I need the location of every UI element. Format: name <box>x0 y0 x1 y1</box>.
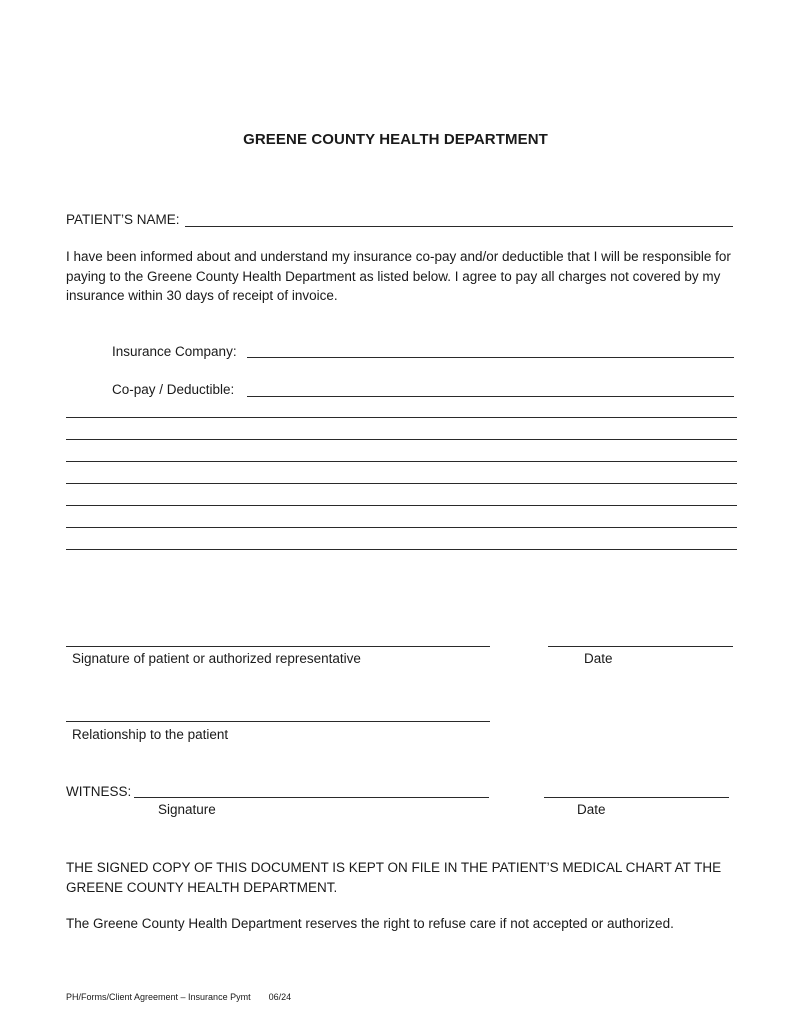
refuse-care-notice: The Greene County Health Department reserves the right to refuse care if not accepted or authorized. <box>66 916 674 931</box>
notes-line[interactable] <box>66 549 737 550</box>
notes-line[interactable] <box>66 439 737 440</box>
file-notice: THE SIGNED COPY OF THIS DOCUMENT IS KEPT ON FILE IN THE PATIENT’S MEDICAL CHART AT THE GREENE COUNTY HEALTH DEPARTMENT. <box>66 860 722 895</box>
relationship-label: Relationship to the patient <box>72 727 229 742</box>
patient-date-label: Date <box>584 651 613 666</box>
witness-signature-field[interactable] <box>134 797 489 798</box>
form-version: 06/24 <box>268 992 292 1002</box>
notes-line[interactable] <box>66 483 737 484</box>
notes-line[interactable] <box>66 417 737 418</box>
notes-line[interactable] <box>66 505 737 506</box>
insurance-company-label: Insurance Company: <box>112 344 237 359</box>
patient-date-field[interactable] <box>548 646 733 647</box>
relationship-field[interactable] <box>66 721 490 722</box>
agreement-text: I have been informed about and understand my insurance co-pay and/or deductible that I will be responsible for paying to the Greene County Health Department as listed below. I agree to pay all charges not covered by my insurance within 30 days of receipt of invoice. <box>66 249 731 303</box>
witness-label: WITNESS: <box>66 784 132 799</box>
patient-signature-field[interactable] <box>66 646 490 647</box>
patient-name-label: PATIENT’S NAME: <box>66 212 180 227</box>
patient-name-field[interactable] <box>185 226 733 227</box>
notes-line[interactable] <box>66 527 737 528</box>
insurance-company-field[interactable] <box>247 357 734 358</box>
form-footer <box>66 992 291 1002</box>
witness-date-field[interactable] <box>544 797 729 798</box>
form-id: PH/Forms/Client Agreement – Insurance Pymt <box>66 992 251 1002</box>
witness-date-label: Date <box>577 802 606 817</box>
notes-line[interactable] <box>66 461 737 462</box>
copay-deductible-field[interactable] <box>247 396 734 397</box>
page-title: GREENE COUNTY HEALTH DEPARTMENT <box>243 131 548 148</box>
witness-signature-label: Signature <box>158 802 216 817</box>
copay-deductible-label: Co-pay / Deductible: <box>112 382 235 397</box>
patient-signature-label: Signature of patient or authorized representative <box>72 651 361 666</box>
